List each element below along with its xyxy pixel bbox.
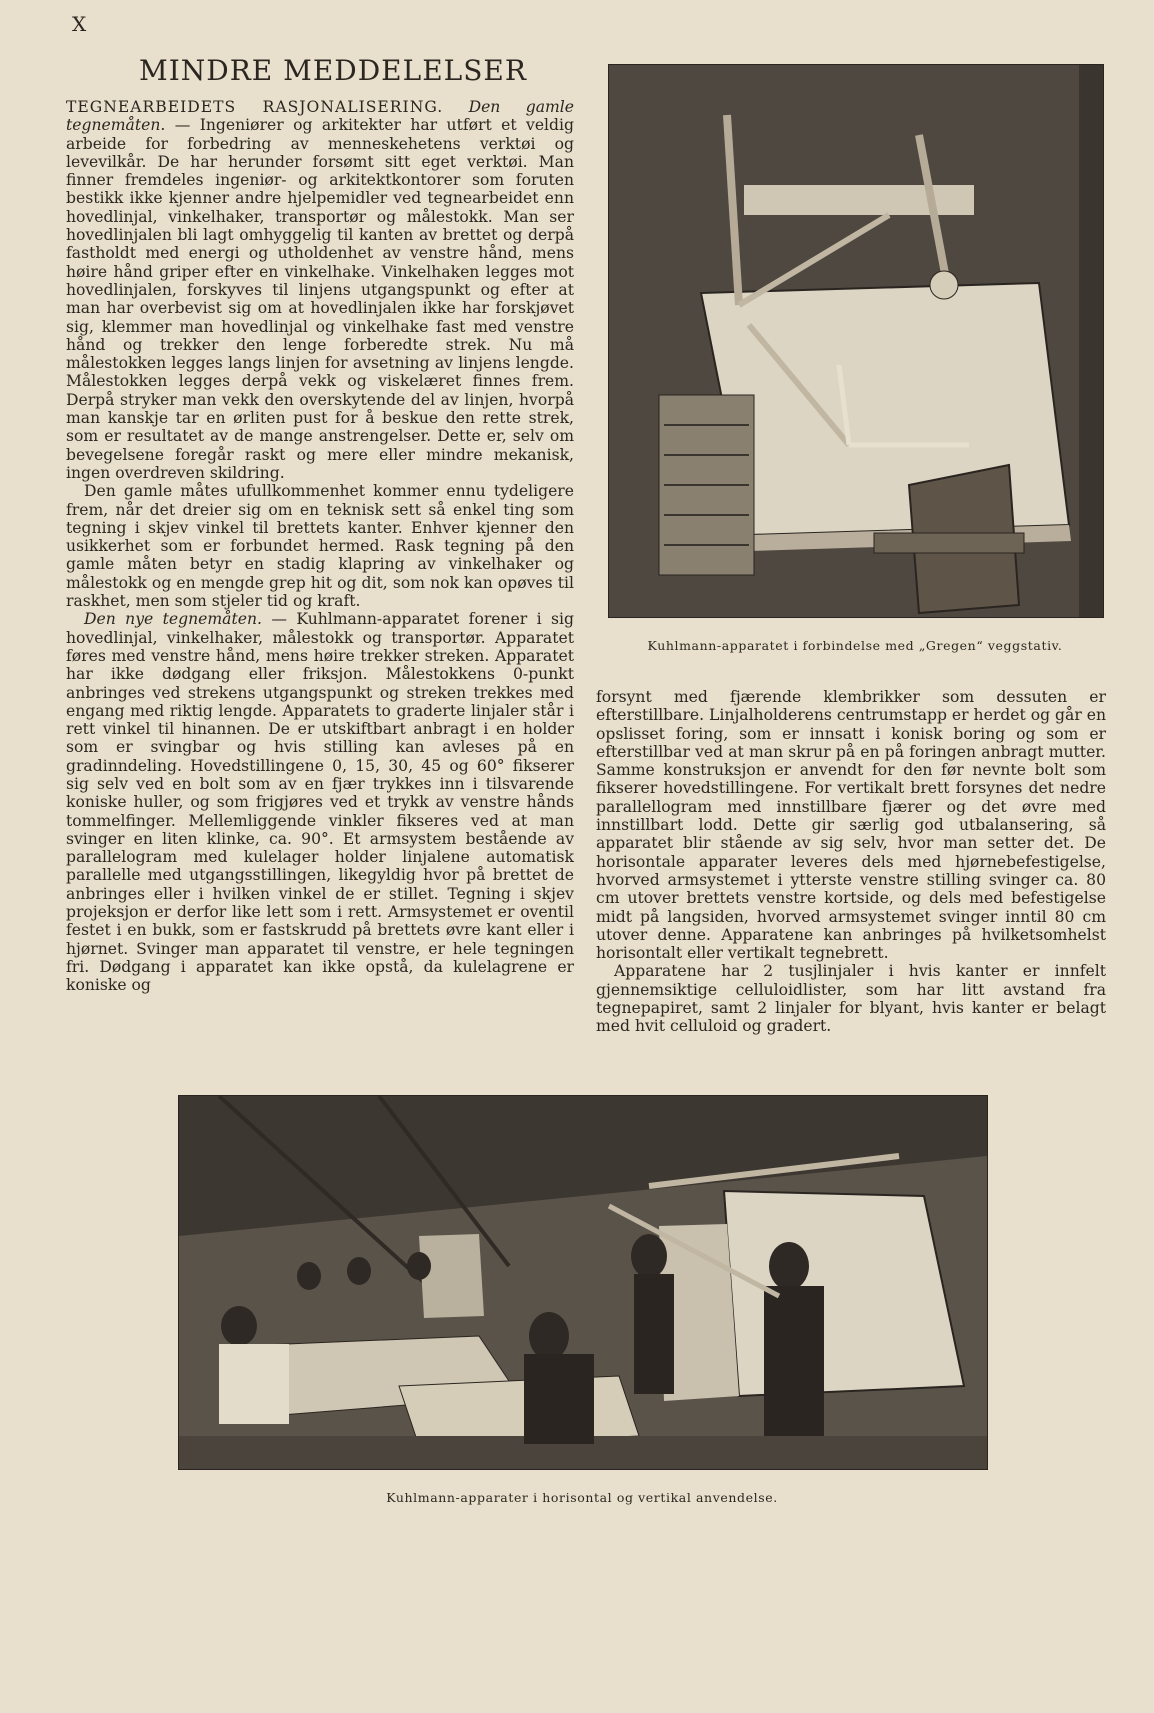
intro-paragraph — [66, 98, 574, 482]
left-column — [66, 98, 574, 995]
page-number: X — [72, 12, 87, 36]
drafting-room-illustration — [179, 1096, 987, 1469]
intro-text: — Ingeniører og arkitekter har utført et veldig arbeide for forbedring av menneskehetens verktøi og levevilkår. De har herunder forsømt sitt eget verktøi. Man finner fremdeles ingeniør- og arkitektkontorer som foruten bestikk ikke kjenner andre hjelpemidler ved tegnearbeidet enn hovedlinjal, vinkelhaker, transportør og målestokk. Man ser hovedlinjalen bli lagt omhyggelig til kanten av brettet og derpå fastholdt med energi og utholdenhet av venstre hånd, mens høire hånd griper efter en vinkelhake. Vinkelhaken legges mot hovedlinjalen, forskyves til linjens utgangspunkt og efter at man har overbevist sig om at hovedlinjalen ikke har forskjøvet sig, klemmer man hovedlinjal og vinkelhake fast med venstre hånd og trekker den lenge forberedte strek. Nu må målestokken legges langs linjen for avsetning av linjens lengde. Målestokken legges derpå vekk og viskelæret finnes frem. Derpå stryker man vekk den overskytende del av linjen, hvorpå man kanskje tar en ørliten pust for å beskue den rette strek, som er resultatet av de mange anstrengelser. Dette er, selv om bevegelsene foregår raskt og mere eller mindre mekanisk, ingen overdreven skildring. — [66, 116, 574, 482]
right-column — [596, 688, 1106, 1036]
drafting-machine-illustration — [609, 65, 1103, 617]
bottom-photo-caption: Kuhlmann-apparater i horisontal og vertikal anvendelse. — [386, 1490, 778, 1505]
subheading-old-method: Den gamle tegnemåten. — [66, 98, 574, 135]
photo-drafting-room — [178, 1095, 988, 1470]
page-title: MINDRE MEDDELELSER — [139, 54, 527, 87]
paragraph-2: Den gamle måtes ufullkommenhet kommer ennu tydeligere frem, når det dreier sig om en teknisk sett så enkel ting som tegning i skjev vinkel til brettets kanter. Enhver kjenner den usikkerhet som er forbundet hermed. Rask tegning på den gamle måten betyr en stadig klapring av vinkelhaker og målestokk og en mengde grep hit og dit, som nok kan opøves til raskhet, men som stjeler tid og kraft. — [66, 482, 574, 611]
paragraph-5: Apparatene har 2 tusjlinjaler i hvis kanter er innfelt gjennemsiktige celluloidlister, som har litt avstand fra tegnepapiret, samt 2 linjaler for blyant, hvis kanter er belagt med hvit celluloid og gradert. — [596, 962, 1106, 1036]
subheading-new-method: Den nye tegnemåten. — [84, 610, 262, 629]
photo-drafting-machine — [608, 64, 1104, 618]
paragraph-3 — [66, 610, 574, 994]
article-heading: TEGNEARBEIDETS RASJONALISERING. — [66, 98, 444, 116]
top-photo-caption: Kuhlmann-apparatet i forbindelse med „Gregen“ veggstativ. — [647, 638, 1063, 653]
paragraph-4: forsynt med fjærende klembrikker som dessuten er efterstillbare. Linjalholderens centrumstapp er herdet og går en opslisset foring, som er innsatt i konisk boring og som er efterstillbar ved at man skrur på en på foringen anbragt mutter. Samme konstruksjon er anvendt for den før nevnte bolt som fikserer hovedstillingene. For vertikalt brett forsynes det nedre parallellogram med innstillbare fjærer og det øvre med innstillbart lodd. Dette gir særlig god utbalansering, så apparatet blir stående av sig selv, hvor man setter det. De horisontale apparater leveres dels med hjørnebefestigelse, hvorved armsystemet i ytterste venstre stilling svinger ca. 80 cm utover brettets venstre kortside, og dels med befestigelse midt på langsiden, hvorved armsystemet svinger inntil 80 cm utover denne. Apparatene kan anbringes på hvilketsomhelst horisontalt eller vertikalt tegnebrett. — [596, 688, 1107, 963]
paragraph-3-text: — Kuhlmann-apparatet forener i sig hovedlinjal, vinkelhaker, målestokk og transportør. Apparatet føres med venstre hånd, mens høire trekker streken. Apparatet har ikke dødgang eller friksjon. Målestokkens 0-punkt anbringes ved strekens utgangspunkt og streken trekkes med engang med riktig lengde. Apparatets to graderte linjaler står i rett vinkel til hinannen. De er utskiftbart anbragt i en holder som er svingbar og hvis stilling kan avleses på en gradinndeling. Hovedstillingene 0, 15, 30, 45 og 60° fikserer sig selv ved en bolt som av en fjær trykkes inn i tilsvarende koniske huller, og som frigjøres ved et trykk av venstre hånds tommelfinger. Mellemliggende vinkler fikseres ved at man svinger en liten klinke, ca. 90°. Et armsystem bestående av parallelogram med kulelager holder linjalene automatisk parallelle med utgangsstillingen, likegyldig hvor på brettet de anbringes eller i hvilken vinkel de er stillet. Tegning i skjev projeksjon er derfor like lett som i rett. Armsystemet er oventil festet i en bukk, som er fastskrudd på brettets øvre kant eller i hjørnet. Svinger man apparatet til venstre, er hele tegningen fri. Dødgang i apparatet kan ikke opstå, da kulelagrene er koniske og — [66, 610, 574, 995]
